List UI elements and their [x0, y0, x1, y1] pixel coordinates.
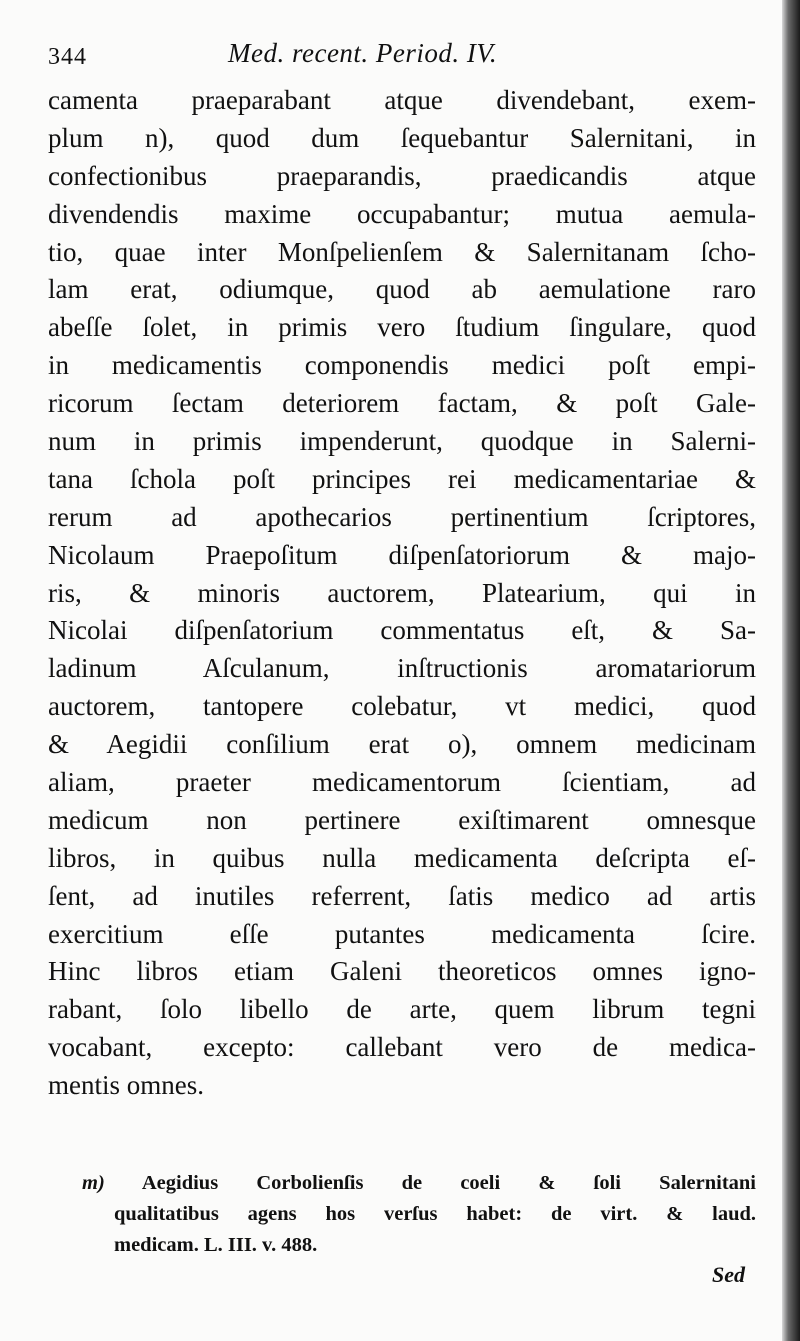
- text-line: confectionibus praeparandis, praedicandis atque: [48, 160, 756, 191]
- body-text: [48, 82, 756, 1105]
- page-header: [48, 38, 758, 78]
- footnote-line: qualitatibus agens hos verſus habet: de virt. & laud.: [114, 1203, 756, 1225]
- text-line: rabant, ſolo libello de arte, quem librum tegni: [48, 994, 756, 1025]
- text-line: ricorum ſectam deteriorem factam, & poſt Gale-: [48, 388, 756, 419]
- running-head: Med. recent. Period. IV.: [228, 38, 498, 68]
- text-line: Hinc libros etiam Galeni theoreticos omnes igno-: [48, 956, 756, 987]
- text-line: ris, & minoris auctorem, Platearium, qui in: [48, 577, 756, 608]
- footnote-mark: m): [82, 1172, 105, 1194]
- text-line: num in primis impenderunt, quodque in Salerni-: [48, 426, 756, 457]
- footnote: [48, 1168, 756, 1261]
- text-line: Nicolaum Praepoſitum diſpenſatoriorum & majo-: [48, 539, 756, 570]
- footnote-line: medicam. L. III. v. 488.: [114, 1234, 318, 1256]
- footnote-text: Aegidius Corbolienſis de coeli & ſoli Salernitani: [141, 1172, 756, 1194]
- text-line: & Aegidii conſilium erat o), omnem medicinam: [48, 729, 756, 760]
- footnote-line: [48, 1168, 756, 1199]
- text-line: rerum ad apothecarios pertinentium ſcriptores,: [48, 501, 756, 532]
- text-line: divendendis maxime occupabantur; mutua aemula-: [48, 198, 756, 229]
- text-line: tana ſchola poſt principes rei medicamentariae &: [48, 463, 756, 494]
- text-line: camenta praeparabant atque divendebant, exem-: [48, 85, 756, 115]
- text-line: Nicolai diſpenſatorium commentatus eſt, & Sa-: [48, 615, 756, 646]
- text-line: ladinum Aſculanum, inſtructionis aromatariorum: [48, 653, 756, 684]
- text-line: lam erat, odiumque, quod ab aemulatione raro: [48, 274, 756, 305]
- text-line: mentis omnes.: [48, 1070, 204, 1101]
- text-line: vocabant, excepto: callebant vero de medica-: [48, 1032, 756, 1063]
- page-number: 344: [48, 44, 87, 70]
- text-line: ſent, ad inutiles referrent, ſatis medico ad artis: [48, 880, 756, 911]
- text-line: tio, quae inter Monſpelienſem & Salernitanam ſcho-: [48, 236, 756, 267]
- catchword: Sed: [712, 1262, 745, 1287]
- text-line: exercitium eſſe putantes medicamenta ſcire.: [48, 918, 756, 949]
- text-line: auctorem, tantopere colebatur, vt medici, quod: [48, 691, 756, 722]
- text-line: in medicamentis componendis medici poſt empi-: [48, 350, 756, 381]
- page-gutter: [782, 0, 800, 1341]
- text-line: plum n), quod dum ſequebantur Salernitani, in: [48, 122, 756, 153]
- text-line: libros, in quibus nulla medicamenta deſcripta eſ-: [48, 842, 756, 873]
- text-line: medicum non pertinere exiſtimarent omnesque: [48, 804, 756, 835]
- text-line: aliam, praeter medicamentorum ſcientiam, ad: [48, 767, 756, 798]
- text-line: abeſſe ſolet, in primis vero ſtudium ſingulare, quod: [48, 312, 756, 343]
